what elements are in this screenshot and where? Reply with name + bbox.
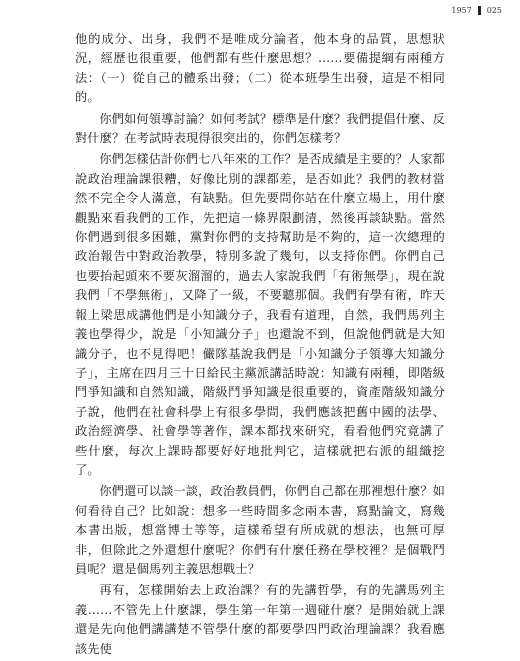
paragraph-5: 再有，怎樣開始去上政治課？有的先講哲學，有的先講馬列主義……不管先上什麼課，學生第一年第一週碰什麼？是開始就上課還是先向他們講講楚不管學什麼的都要學四門政治理論課？我看應該先使: [75, 583, 445, 656]
header-year: 1957: [451, 6, 472, 15]
header-divider-bar: [478, 6, 481, 15]
paragraph-3: 你們怎樣估計你們七八年來的工作？是否成績是主要的？人家都說政治理論課很糟，好像比別的課都差，是否如此？我們的教材當然不完全令人滿意，有缺點。但先要問你站在什麼立場上，用什麼觀點來看我們的工作，先把這一條界限劃清，然後再談缺點。當然你們遇到很多困難，黨對你們的支持幫助是不夠的，這一次總理的政治報告中對政治教學，特別多說了幾句，以支持你們。你們自己也要抬起頭來不要灰溜溜的，過去人家說我們「有術無學」，現在說我們「不學無術」，又降了一級，不要聽那個。我們有學有術，昨天報上梁思成講他們是小知識分子，我看有道理，自然，我們馬列主義也學得少，說是「小知識分子」也還說不到，但說他們就是大知識分子，也不見得吧！儼隊基說我們是「小知識分子領導大知識分子」，主席在四月三十日給民主黨派講話時說：知識有兩種，即階級鬥爭知識和自然知識，階級鬥爭知識是很重要的，資產階級知識分子說，他們在社會科學上有很多學問，我們應該把舊中國的法學、政治經濟學、社會學等著作，課本都找來研究，看看他們究竟講了些什麼，每次上課時都要好好地批判它，這樣就把右派的組織挖了。: [75, 152, 445, 477]
header-page-number: 025: [486, 6, 502, 15]
paragraph-2: 你們如何領導討論？如何考試？標準是什麼？我們提倡什麼、反對什麼？在考試時表現得很突出的，你們怎樣考？: [75, 111, 445, 146]
paragraph-4: 你們還可以談一談，政治教員們，你們自己都在那裡想什麼？如何看待自己？比如說：想多一些時間多念兩本書，寫點論文，寫幾本書出版，想當博士等等，這樣希望有所成就的想法，也無可厚非，但除此之外還想什麼呢？你們有什麼任務在學校裡？是個戰鬥員呢？還是個馬列主義思想戰士？: [75, 484, 445, 576]
page-header: [451, 6, 502, 15]
paragraph-1: 他的成分、出身，我們不是唯成分論者，他本身的品質，思想狀況，經歷也很重要，他們都有些什麼思想？……要備提綱有兩種方法：（一）從自己的體系出發；（二）從本班學生出發，這是不相同的。: [75, 32, 445, 105]
body-text: [75, 30, 445, 661]
